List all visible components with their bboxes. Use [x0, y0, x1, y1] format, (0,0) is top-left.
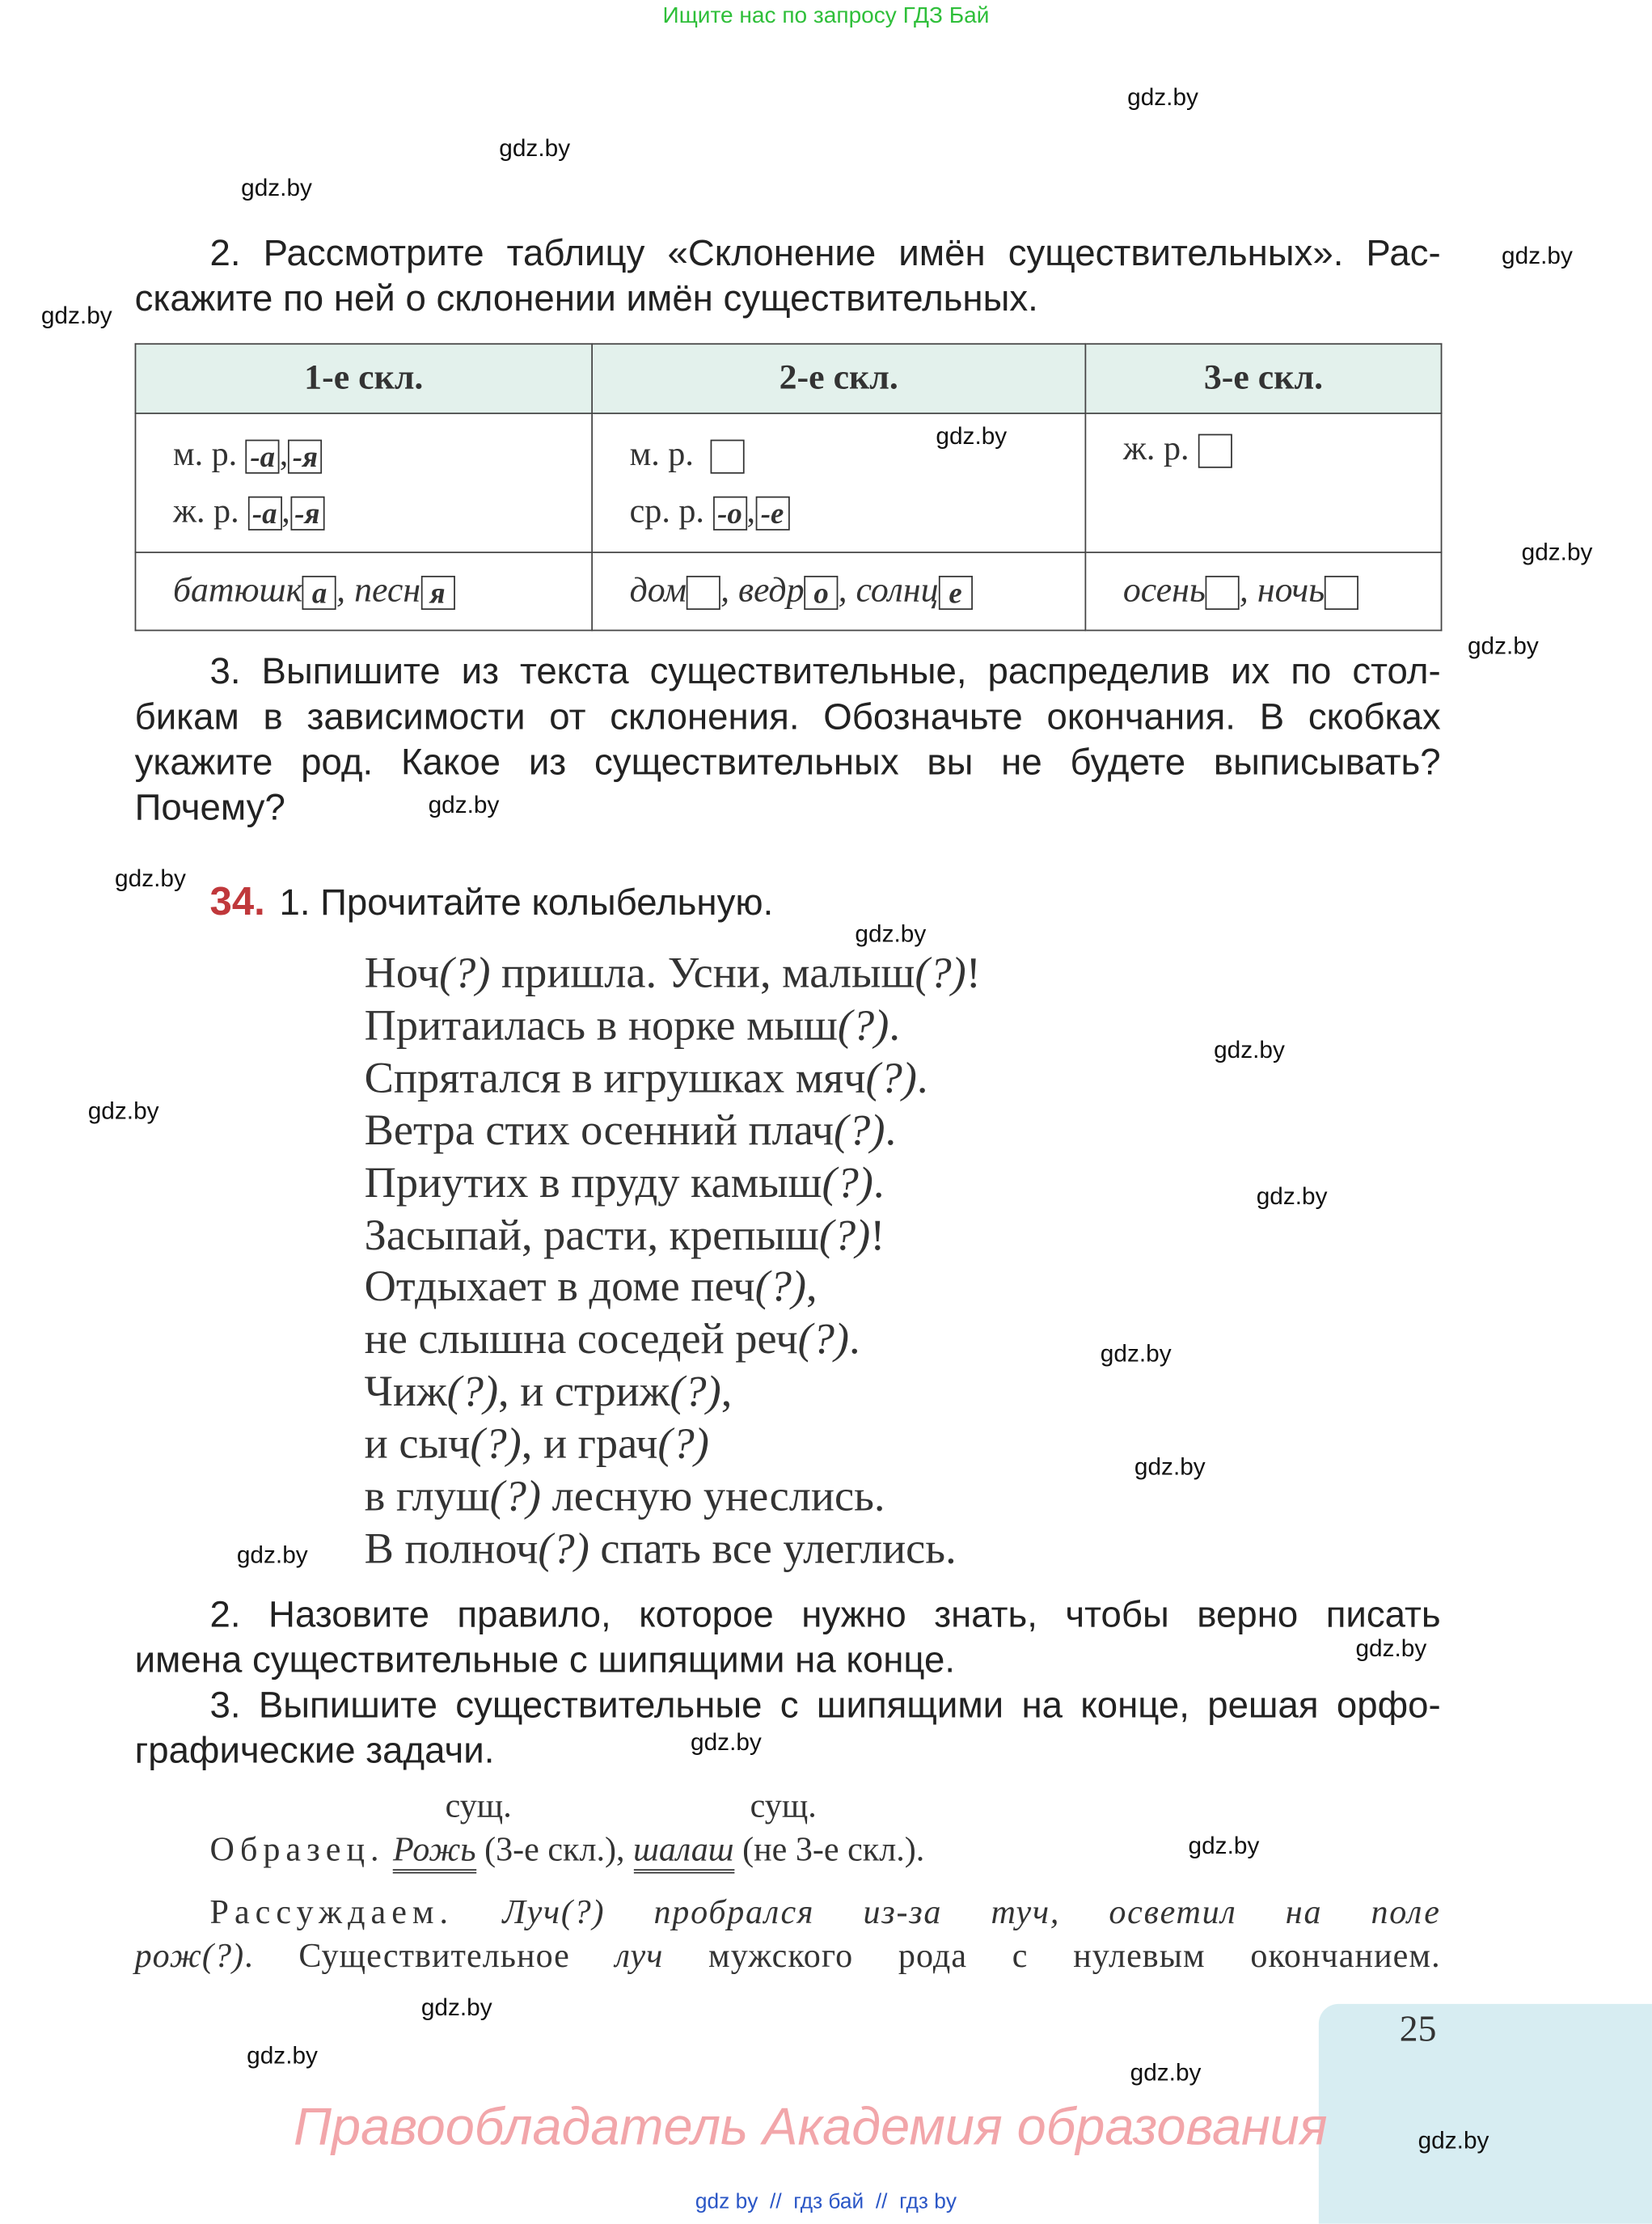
poem-text: , и стриж [498, 1366, 670, 1416]
example-stem: дом [629, 571, 687, 611]
page-number: 25 [1399, 2008, 1437, 2049]
comma: , [720, 571, 730, 611]
watermark: gdz.by [1418, 2127, 1489, 2154]
reasoning-text: Луч(?) пробрался из-за туч, осветил на поле [454, 1894, 1441, 1932]
watermark: gdz.by [247, 2042, 318, 2070]
reasoning-line [210, 1895, 1441, 1933]
poem-text: Приутих в пруду камыш [364, 1156, 822, 1207]
footer-links [0, 2190, 1652, 2214]
ex34-task3-line: графические задачи. [134, 1728, 495, 1772]
poem-text: спать все улеглись. [589, 1523, 957, 1573]
poem-line [365, 1313, 860, 1364]
decl-1-examples [135, 552, 592, 630]
zero-ending-box [711, 440, 745, 474]
ending-box [687, 576, 720, 610]
watermark: gdz.by [1521, 539, 1593, 566]
example-stem: ночь [1257, 571, 1325, 611]
ending-box: -е [755, 497, 789, 531]
poem-text: и сыч [364, 1418, 471, 1469]
header-decl-1: 1-е скл. [135, 344, 592, 413]
missing-letter-mark: (?) [439, 947, 491, 997]
comma: , [746, 493, 756, 530]
reasoning-line [135, 1939, 1441, 1977]
ex34-task2-line: 2. Назовите правило, которое нужно знать, чтобы верно писать [209, 1592, 1441, 1635]
poem-text: Ветра стих осенний плач [364, 1104, 834, 1154]
poem-line [365, 1000, 900, 1051]
watermark: gdz.by [1130, 2059, 1202, 2087]
example-stem: батюшк [172, 571, 303, 611]
watermark: gdz.by [1127, 83, 1198, 111]
decl-2-endings [592, 413, 1085, 552]
task3-line: Почему? [134, 785, 285, 829]
watermark: gdz.by [236, 1541, 308, 1569]
watermark: gdz.by [1134, 1453, 1206, 1481]
poem-text: В полноч [364, 1523, 539, 1573]
poem-text: в глуш [364, 1470, 490, 1520]
ending-box [1206, 576, 1240, 610]
watermark: gdz.by [1188, 1832, 1260, 1859]
ending-box [1325, 576, 1358, 610]
watermark: gdz.by [241, 174, 312, 202]
separator: // [770, 2189, 782, 2214]
example-stem: песн [354, 571, 421, 611]
header-decl-3: 3-е скл. [1085, 344, 1441, 413]
sample-line [210, 1833, 925, 1871]
decl-1-endings [135, 413, 592, 552]
missing-letter-mark: (?) [470, 1418, 522, 1469]
task2-line: скажите по ней о склонении имён существительных. [134, 276, 1038, 319]
poem-line [365, 1523, 957, 1574]
watermark: gdz.by [428, 791, 500, 818]
gender-label: ж. р. [172, 493, 239, 530]
poem-text: . [916, 1051, 928, 1102]
comma: , [1239, 571, 1249, 611]
missing-letter-mark: (?) [797, 1313, 849, 1364]
separator: // [875, 2189, 888, 2214]
ex34-task3-line: 3. Выпишите существительные с шипящими на конце, решая орфо- [209, 1683, 1441, 1727]
ending-box: о [805, 576, 839, 610]
decl-2-examples [592, 552, 1085, 630]
poem-text: пришла. Усни, малыш [490, 947, 915, 997]
poem-line [365, 1366, 733, 1417]
poem-text: Чиж [364, 1366, 447, 1416]
example-stem: солнц [856, 571, 939, 611]
sample-text: (3-е скл.), [475, 1832, 634, 1870]
missing-letter-mark: (?) [670, 1366, 721, 1416]
zero-ending-box [1198, 434, 1232, 468]
comma: , [838, 571, 847, 611]
poem-text: . [872, 1156, 885, 1207]
gender-label: м. р. [172, 436, 238, 473]
task3-line: бикам в зависимости от склонения. Обозначьте окончания. В скобках [134, 695, 1441, 738]
poem-text: ! [870, 1208, 885, 1259]
watermark: gdz.by [1256, 1182, 1328, 1210]
example-stem: ведр [738, 571, 805, 611]
gender-label: м. р. [629, 436, 694, 473]
poem-text: ! [965, 947, 981, 997]
poem-text: , [720, 1366, 733, 1416]
sample-word: шалаш [633, 1833, 734, 1874]
reasoning-text: мужского рода с нулевым окончанием. [663, 1939, 1441, 1976]
poem-text: Засыпай, расти, крепыш [364, 1208, 819, 1259]
ending-box: я [420, 576, 454, 610]
gender-label: ж. р. [1122, 431, 1189, 468]
poem-line [365, 1209, 885, 1260]
missing-letter-mark: (?) [538, 1523, 589, 1573]
reasoning-text: луч [615, 1939, 664, 1976]
watermark: gdz.by [1100, 1340, 1172, 1368]
missing-letter-mark: (?) [489, 1470, 542, 1520]
copyright-watermark: Правообладатель Академия образования [293, 2097, 1328, 2156]
comma: , [279, 436, 289, 473]
watermark: gdz.by [1214, 1036, 1285, 1064]
exercise-title: 1. Прочитайте колыбельную. [279, 880, 774, 924]
missing-letter-mark: (?) [834, 1104, 885, 1154]
poem-line [365, 1105, 896, 1156]
watermark: gdz.by [1355, 1634, 1427, 1663]
gender-label: ср. р. [629, 493, 704, 530]
poem-text: . [885, 1104, 897, 1154]
poem-text: Спрятался в игрушках мяч [364, 1051, 866, 1102]
poem-text: Притаилась в норке мыш [364, 1000, 838, 1050]
ending-box: е [939, 576, 973, 610]
poem-line [365, 1262, 818, 1313]
poem-line [365, 947, 981, 998]
ending-box: -а [246, 440, 280, 474]
sample-word: Рожь [393, 1833, 476, 1874]
poem-text: , и грач [521, 1418, 658, 1469]
ex34-task2-line: имена существительные с шипящими на конце. [134, 1638, 956, 1681]
footer-link[interactable]: гдз by [899, 2189, 957, 2214]
missing-letter-mark: (?) [818, 1208, 871, 1259]
poem-text: . [848, 1313, 860, 1364]
promo-text[interactable]: Ищите нас по запросу ГДЗ Бай [662, 4, 990, 29]
watermark: gdz.by [499, 134, 571, 162]
poem-line [365, 1156, 885, 1207]
poem-text: Ноч [364, 947, 440, 997]
task3-line: 3. Выпишите из текста существительные, распределив их по стол- [209, 649, 1441, 692]
poem-line [365, 1470, 885, 1521]
watermark: gdz.by [115, 865, 186, 893]
poem-line [365, 1419, 709, 1469]
comma: , [281, 493, 290, 530]
poem-text: не слышна соседей реч [364, 1313, 798, 1364]
watermark: gdz.by [936, 422, 1008, 450]
watermark: gdz.by [855, 920, 927, 948]
poem-text: лесную унеслись. [541, 1470, 885, 1520]
reasoning-label: Рассуждаем. [209, 1894, 454, 1932]
missing-letter-mark: (?) [657, 1418, 709, 1469]
declension-table [135, 343, 1443, 631]
missing-letter-mark: (?) [446, 1366, 499, 1416]
missing-letter-mark: (?) [915, 947, 966, 997]
ending-box: -я [288, 440, 322, 474]
missing-letter-mark: (?) [822, 1156, 873, 1207]
watermark: gdz.by [691, 1728, 762, 1756]
ending-box: -я [290, 497, 324, 531]
watermark: gdz.by [420, 1994, 492, 2021]
poem-text: , [806, 1261, 818, 1312]
comma: , [336, 571, 346, 611]
sample-label: Образец. [209, 1832, 385, 1870]
header-decl-2: 2-е скл. [592, 344, 1085, 413]
exercise-number: 34. [209, 879, 265, 924]
watermark: gdz.by [40, 302, 112, 329]
watermark: gdz.by [1502, 242, 1573, 270]
ending-box: -о [712, 497, 746, 531]
missing-letter-mark: (?) [754, 1261, 807, 1312]
missing-letter-mark: (?) [837, 1000, 889, 1050]
task3-line: укажите род. Какое из существительных вы не будете выписывать? [134, 740, 1441, 783]
ending-box: а [302, 576, 336, 610]
noun-label: сущ. [445, 1788, 512, 1825]
watermark: gdz.by [1467, 632, 1539, 660]
reasoning-text: . Существительное [244, 1939, 615, 1976]
poem-line [365, 1052, 928, 1103]
sample-text: (не 3-е скл.). [733, 1832, 925, 1870]
noun-label: сущ. [750, 1788, 817, 1825]
decl-3-examples [1085, 552, 1441, 630]
watermark: gdz.by [87, 1097, 159, 1125]
decl-3-endings [1085, 413, 1441, 552]
ending-box: -а [247, 497, 281, 531]
footer-link[interactable]: gdz by [695, 2189, 758, 2214]
poem-text: . [889, 1000, 900, 1050]
footer-link[interactable]: гдз бай [793, 2189, 864, 2214]
task2-line: 2. Рассмотрите таблицу «Склонение имён существительных». Рас- [209, 230, 1441, 274]
example-stem: осень [1122, 571, 1206, 611]
missing-letter-mark: (?) [865, 1051, 917, 1102]
reasoning-text: рож(?) [134, 1939, 245, 1976]
poem-text: Отдыхает в доме печ [364, 1261, 755, 1312]
